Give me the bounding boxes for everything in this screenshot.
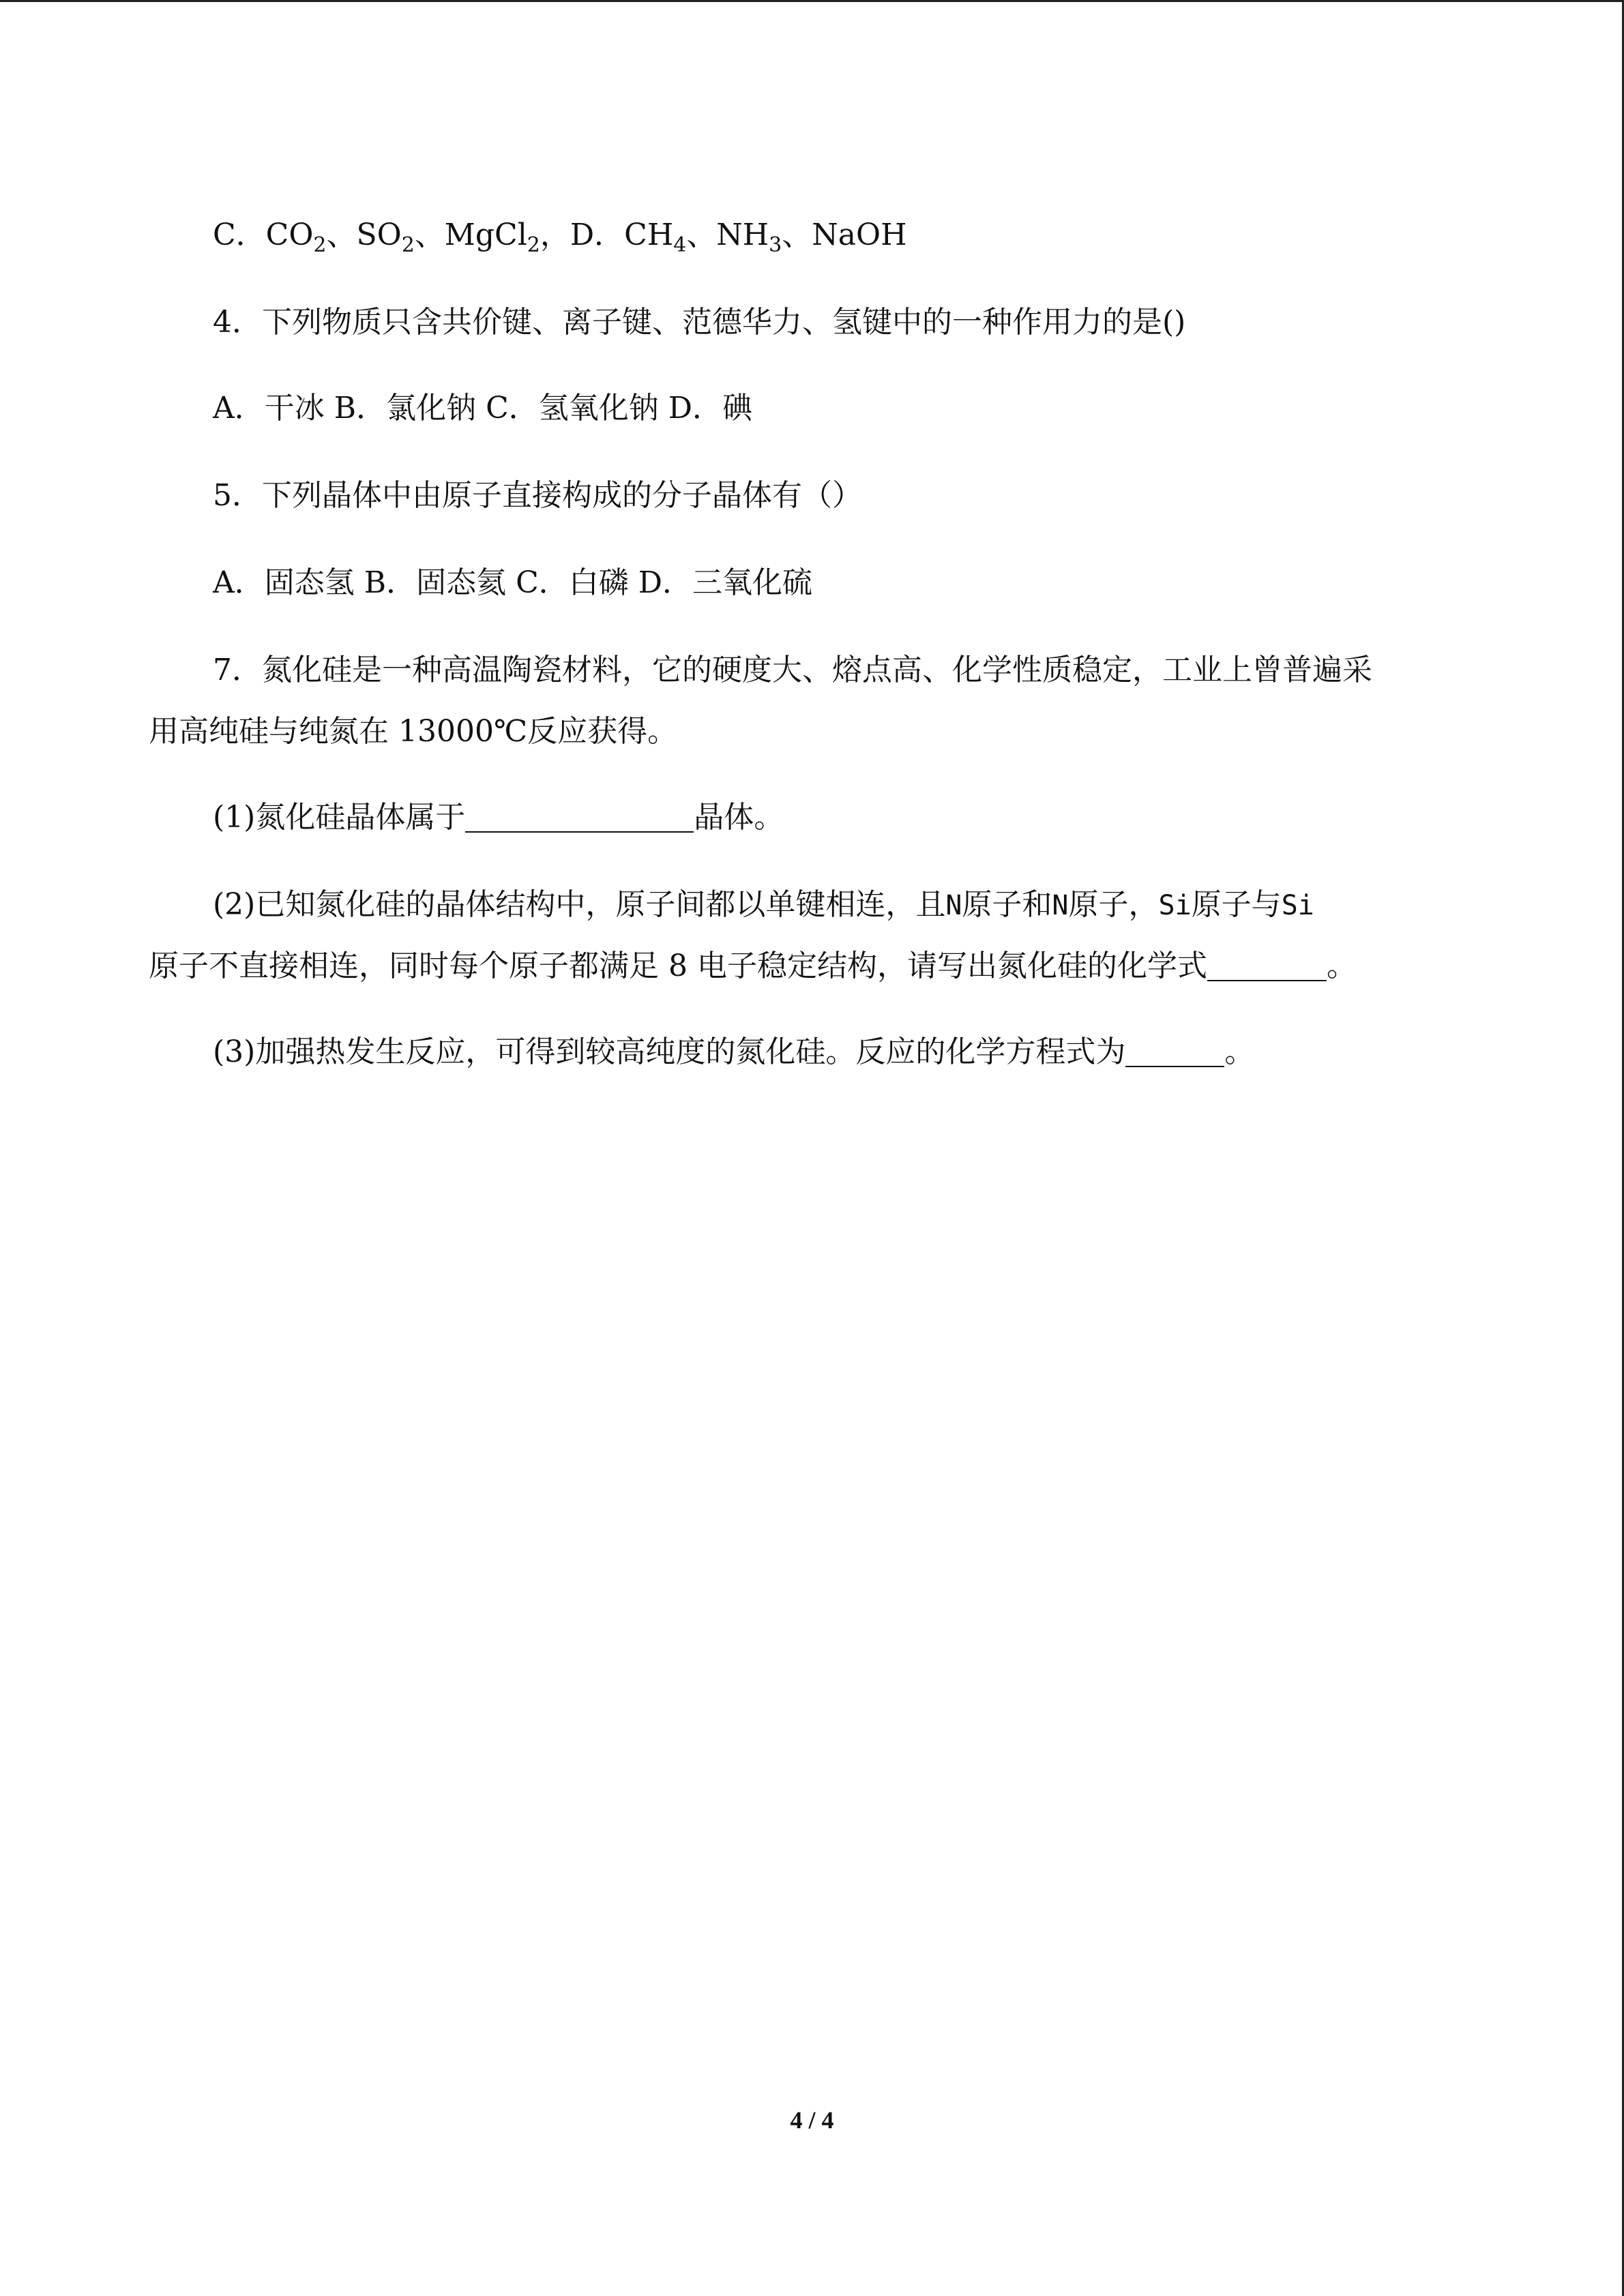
text-segment: 原子与 bbox=[1191, 887, 1282, 922]
question-5-options: A．固态氢 B．固态氦 C．白磷 D．三氧化硫 bbox=[213, 565, 813, 600]
page-number: 4 / 4 bbox=[790, 2106, 834, 2134]
subscript: 4 bbox=[673, 233, 687, 257]
text-segment: 原子， bbox=[1068, 887, 1159, 922]
text-segment: (2)已知氮化硅的晶体结构中，原子间都以单键相连，且 bbox=[213, 887, 946, 922]
text-segment: 。 bbox=[1326, 949, 1357, 983]
text-segment: 晶体。 bbox=[694, 800, 784, 835]
symbol-n: N bbox=[945, 890, 962, 921]
text-segment: 原子和 bbox=[962, 887, 1052, 922]
answer-blank[interactable] bbox=[1125, 1036, 1224, 1067]
symbol-n: N bbox=[1052, 890, 1069, 921]
text-segment: 、NaOH bbox=[782, 218, 907, 252]
question-7-part-3 bbox=[213, 1032, 1254, 1073]
question-7-part-1 bbox=[213, 797, 784, 838]
subscript: 2 bbox=[527, 233, 540, 257]
question-7-part-2-line-2 bbox=[149, 946, 1357, 987]
text-segment: (1)氮化硅晶体属于 bbox=[213, 800, 466, 835]
text-segment: C．CO bbox=[213, 218, 314, 252]
question-7-stem-line-2: 用高纯硅与纯氮在 13000℃反应获得。 bbox=[149, 714, 678, 749]
question-7-part-2-line-1 bbox=[213, 884, 1314, 926]
symbol-si: Si bbox=[1281, 890, 1314, 921]
question-7-stem-line-1: 7．氮化硅是一种高温陶瓷材料，它的硬度大、熔点高、化学性质稳定，工业上曾普遍采 bbox=[213, 653, 1372, 687]
option-line-c-d bbox=[213, 215, 906, 256]
text-segment: 、NH bbox=[686, 218, 769, 252]
question-5: 5．下列晶体中由原子直接构成的分子晶体有（） bbox=[213, 478, 862, 513]
answer-blank[interactable] bbox=[1207, 950, 1327, 981]
answer-blank[interactable] bbox=[465, 801, 694, 833]
symbol-si: Si bbox=[1158, 890, 1192, 921]
subscript: 2 bbox=[313, 233, 327, 257]
text-segment: 原子不直接相连，同时每个原子都满足 8 电子稳定结构，请写出氮化硅的化学式 bbox=[149, 949, 1207, 983]
subscript: 2 bbox=[401, 233, 415, 257]
text-segment: ，D．CH bbox=[540, 218, 674, 252]
question-4-options: A．干冰 B．氯化钠 C．氢氧化钠 D．碘 bbox=[213, 391, 753, 426]
text-segment: 、SO bbox=[326, 218, 402, 252]
text-segment: 、MgCl bbox=[414, 218, 527, 252]
text-segment: 。 bbox=[1224, 1034, 1255, 1069]
text-segment: (3)加强热发生反应，可得到较高纯度的氮化硅。反应的化学方程式为 bbox=[213, 1034, 1126, 1069]
question-4: 4．下列物质只含共价键、离子键、范德华力、氢键中的一种作用力的是() bbox=[213, 305, 1186, 340]
subscript: 3 bbox=[769, 233, 782, 257]
